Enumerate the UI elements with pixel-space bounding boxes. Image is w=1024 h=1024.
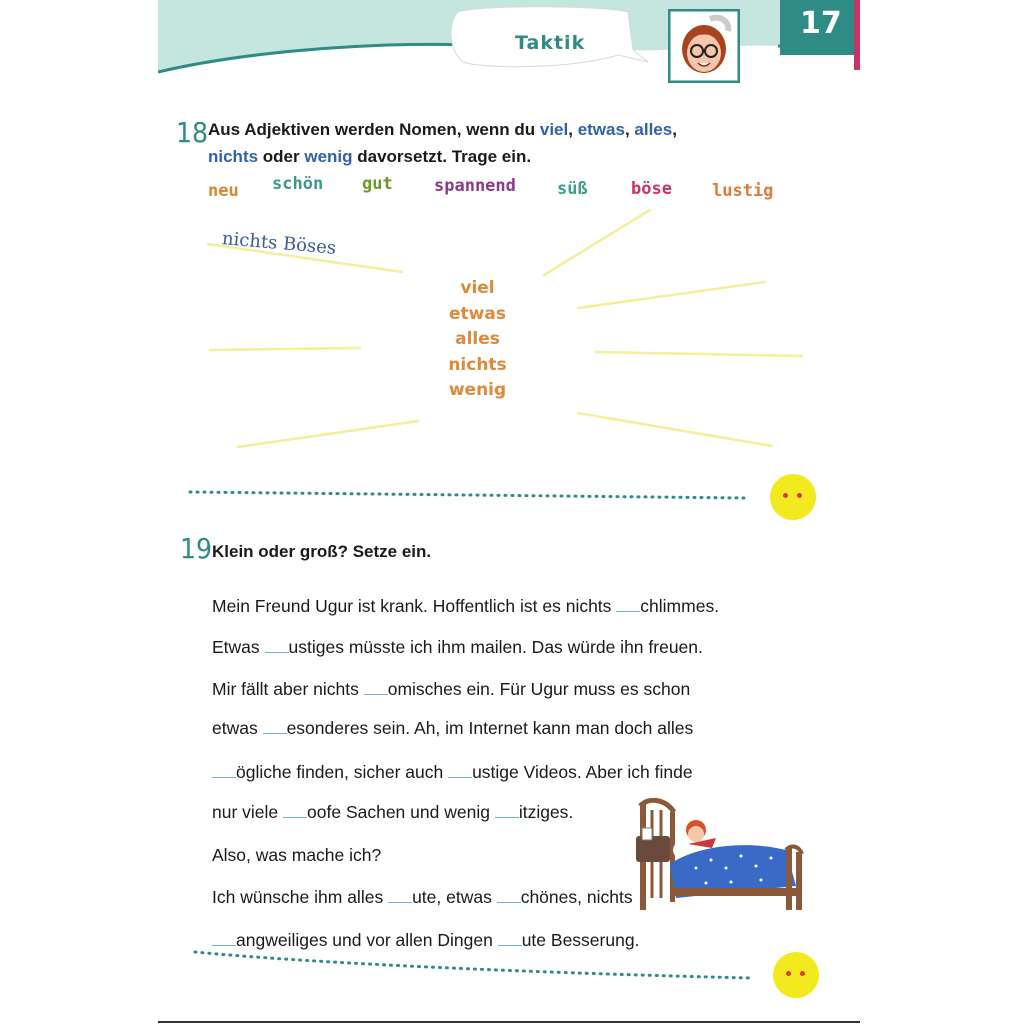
text-line — [212, 718, 693, 739]
tab-label: Taktik — [515, 32, 586, 54]
blank-field[interactable] — [498, 931, 522, 946]
exercise-number: 18 — [176, 116, 209, 149]
text-segment: chlimmes. — [640, 596, 720, 616]
text-segment: chönes, nichts — [520, 887, 633, 907]
adjective-lustig: lustig — [712, 181, 774, 201]
text-segment: etwas — [212, 718, 263, 738]
text-segment: Ich wünsche ihm alles — [212, 887, 389, 907]
text-line — [212, 845, 381, 866]
text-segment: ögliche finden, sicher auch — [236, 762, 449, 782]
exercise-number: 19 — [180, 532, 213, 565]
text-segment: ute, etwas — [412, 887, 497, 907]
adjective-suess: süß — [557, 179, 588, 199]
text-segment: nur viele — [212, 802, 284, 822]
text-segment: omisches ein. Für Ugur muss es schon — [387, 679, 691, 699]
blank-field[interactable] — [265, 638, 289, 653]
sick-boy-in-bed-illustration — [636, 798, 806, 914]
blank-field[interactable] — [283, 803, 307, 818]
blank-field[interactable] — [448, 763, 472, 778]
center-word: nichts — [448, 354, 507, 375]
text-segment: oofe Sachen und wenig — [307, 802, 495, 822]
blank-field[interactable] — [616, 597, 640, 612]
keyword-nichts: nichts — [208, 147, 259, 166]
example-answer: nichts Böses — [221, 228, 337, 259]
adjective-schoen: schön — [272, 174, 324, 194]
keyword-wenig: wenig — [304, 147, 353, 166]
blank-field[interactable] — [212, 763, 236, 778]
exercise-instruction: Klein oder groß? Setze ein. — [212, 542, 432, 561]
instruction-text: oder — [258, 147, 305, 166]
adjective-spannend: spannend — [434, 176, 516, 196]
text-line — [212, 679, 690, 700]
text-segment: Mir fällt aber nichts — [212, 679, 364, 699]
text-line — [212, 802, 573, 823]
adjective-neu: neu — [208, 181, 239, 201]
center-word: etwas — [449, 303, 506, 324]
text-segment: Etwas — [212, 637, 265, 657]
keyword-alles: alles — [634, 120, 673, 139]
page-bottom-edge — [158, 1021, 860, 1023]
page-number: 17 — [800, 6, 842, 41]
text-line — [212, 596, 719, 617]
center-word: alles — [455, 329, 500, 349]
separator: , — [672, 120, 677, 139]
blank-field[interactable] — [388, 888, 412, 903]
center-word: viel — [460, 278, 495, 298]
blank-field[interactable] — [364, 680, 388, 695]
text-segment: ustige Videos. Aber ich finde — [472, 762, 693, 782]
center-word: wenig — [448, 380, 507, 400]
instruction-text: davorsetzt. Trage ein. — [352, 147, 532, 166]
separator: , — [568, 120, 578, 139]
keyword-viel: viel — [539, 120, 569, 139]
text-segment: ute Besserung. — [521, 930, 640, 950]
text-segment: esonderes sein. Ah, im Internet kann man doch alles — [286, 718, 694, 738]
text-line — [212, 887, 633, 908]
separator: , — [624, 120, 635, 139]
text-segment: angweiliges und vor allen Dingen — [236, 930, 498, 950]
adjective-boese: böse — [631, 179, 672, 199]
text-segment: ustiges müsste ich ihm mailen. Das würde ihn freuen. — [288, 637, 703, 657]
adjective-gut: gut — [362, 174, 393, 194]
text-line — [212, 930, 639, 951]
self-check-smiley-icon[interactable] — [773, 952, 819, 998]
instruction-text: Aus Adjektiven werden Nomen, wenn du — [208, 120, 540, 139]
keyword-etwas: etwas — [577, 120, 625, 139]
blank-field[interactable] — [495, 803, 519, 818]
text-segment: itziges. — [518, 802, 574, 822]
blank-field[interactable] — [263, 719, 287, 734]
text-segment: Mein Freund Ugur ist krank. Hoffentlich ist es nichts — [212, 596, 617, 616]
text-line — [212, 637, 703, 658]
text-line — [212, 762, 693, 783]
blank-field[interactable] — [212, 931, 236, 946]
self-check-smiley-icon[interactable] — [770, 474, 816, 520]
text-segment: Also, was mache ich? — [212, 845, 382, 865]
blank-field[interactable] — [497, 888, 521, 903]
